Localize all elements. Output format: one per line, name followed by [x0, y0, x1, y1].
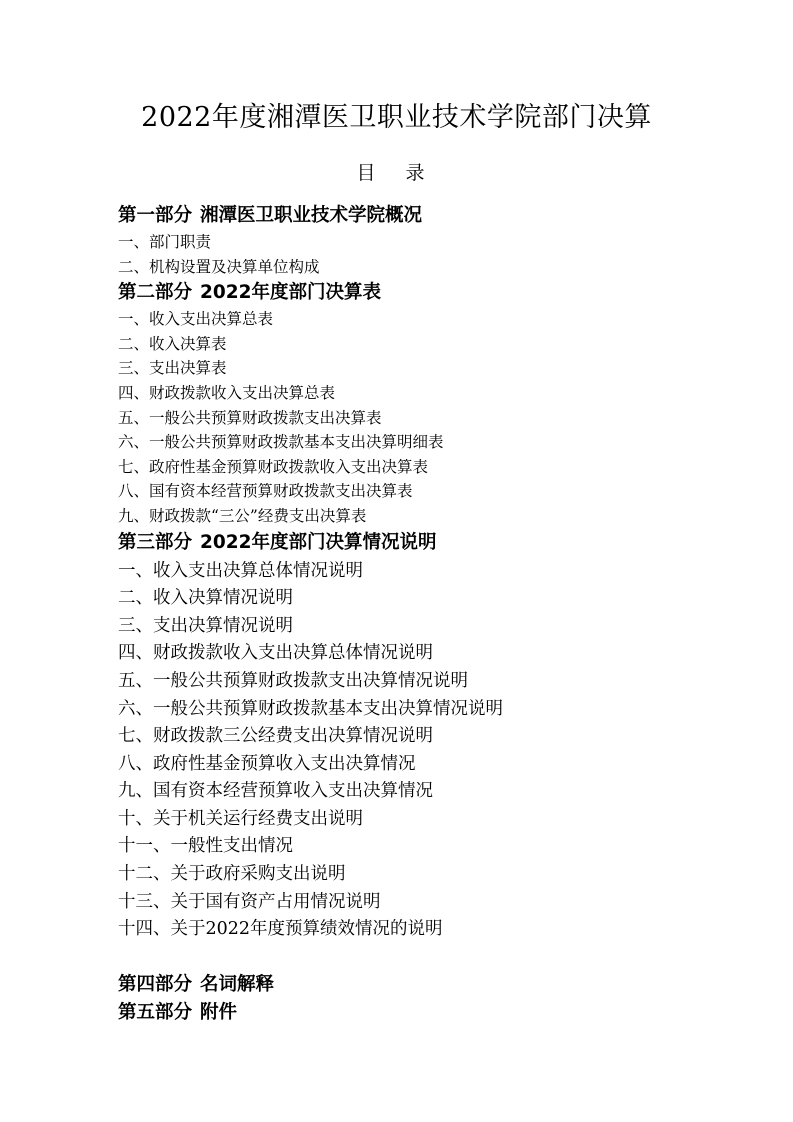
toc-item[interactable]: 八、国有资本经营预算财政拨款支出决算表 — [118, 482, 413, 501]
part-name: 2022年度部门决算情况说明 — [200, 531, 437, 553]
toc-heading: 目 录 — [356, 162, 437, 184]
part-label: 第五部分 — [118, 1001, 193, 1023]
toc-part-2-items — [118, 307, 758, 528]
toc-item[interactable]: 九、国有资本经营预算收入支出决算情况 — [118, 781, 433, 802]
toc-item[interactable]: 六、一般公共预算财政拨款基本支出决算明细表 — [118, 433, 444, 452]
toc-item[interactable]: 三、支出决算表 — [118, 359, 227, 378]
part-name: 名词解释 — [200, 973, 275, 995]
toc-item[interactable]: 二、收入决算情况说明 — [118, 588, 293, 609]
toc-item[interactable]: 二、收入决算表 — [118, 334, 227, 353]
toc-item[interactable]: 十一、一般性支出情况 — [118, 836, 293, 857]
toc-part-4[interactable] — [118, 971, 758, 999]
toc-item[interactable]: 一、部门职责 — [118, 233, 212, 251]
toc-part-3[interactable] — [118, 529, 758, 557]
spacer — [118, 944, 758, 971]
toc-part-1[interactable] — [118, 202, 758, 230]
toc-item[interactable]: 七、财政拨款三公经费支出决算情况说明 — [118, 726, 433, 747]
toc-item[interactable]: 二、机构设置及决算单位构成 — [118, 257, 320, 276]
part-label: 第二部分 — [118, 282, 193, 304]
toc-item[interactable]: 八、政府性基金预算收入支出决算情况 — [118, 753, 416, 774]
toc-item[interactable]: 七、政府性基金预算财政拨款收入支出决算表 — [118, 457, 429, 476]
toc-part-3-items — [118, 558, 758, 944]
toc-part-1-items — [118, 230, 758, 279]
toc-item[interactable]: 九、财政拨款“三公”经费支出决算表 — [118, 506, 367, 525]
toc-part-5[interactable] — [118, 999, 758, 1027]
toc-part-2[interactable] — [118, 279, 758, 307]
toc-item[interactable]: 四、财政拨款收入支出决算总表 — [118, 383, 336, 402]
toc-item[interactable]: 四、财政拨款收入支出决算总体情况说明 — [118, 643, 433, 664]
toc-item[interactable]: 十三、关于国有资产占用情况说明 — [118, 891, 381, 912]
toc-item[interactable]: 五、一般公共预算财政拨款支出决算表 — [118, 408, 382, 427]
toc-item[interactable]: 五、一般公共预算财政拨款支出决算情况说明 — [118, 670, 468, 691]
toc-item[interactable]: 一、收入支出决算总表 — [118, 310, 274, 329]
toc-item[interactable]: 一、收入支出决算总体情况说明 — [118, 560, 363, 581]
toc-item[interactable]: 三、支出决算情况说明 — [118, 615, 293, 636]
part-label: 第四部分 — [118, 973, 193, 995]
part-name: 附件 — [200, 1001, 238, 1023]
part-label: 第一部分 — [118, 205, 193, 226]
part-label: 第三部分 — [118, 531, 193, 553]
toc-item[interactable]: 十二、关于政府采购支出说明 — [118, 864, 346, 885]
part-name: 湘潭医卫职业技术学院概况 — [200, 205, 423, 226]
table-of-contents — [118, 202, 758, 1027]
toc-item[interactable]: 六、一般公共预算财政拨款基本支出决算情况说明 — [118, 698, 503, 719]
toc-item[interactable]: 十、关于机关运行经费支出说明 — [118, 808, 363, 829]
page-title: 2022年度湘潭医卫职业技术学院部门决算 — [141, 102, 652, 133]
part-name: 2022年度部门决算表 — [200, 282, 382, 304]
toc-item[interactable]: 十四、关于2022年度预算绩效情况的说明 — [118, 919, 443, 940]
